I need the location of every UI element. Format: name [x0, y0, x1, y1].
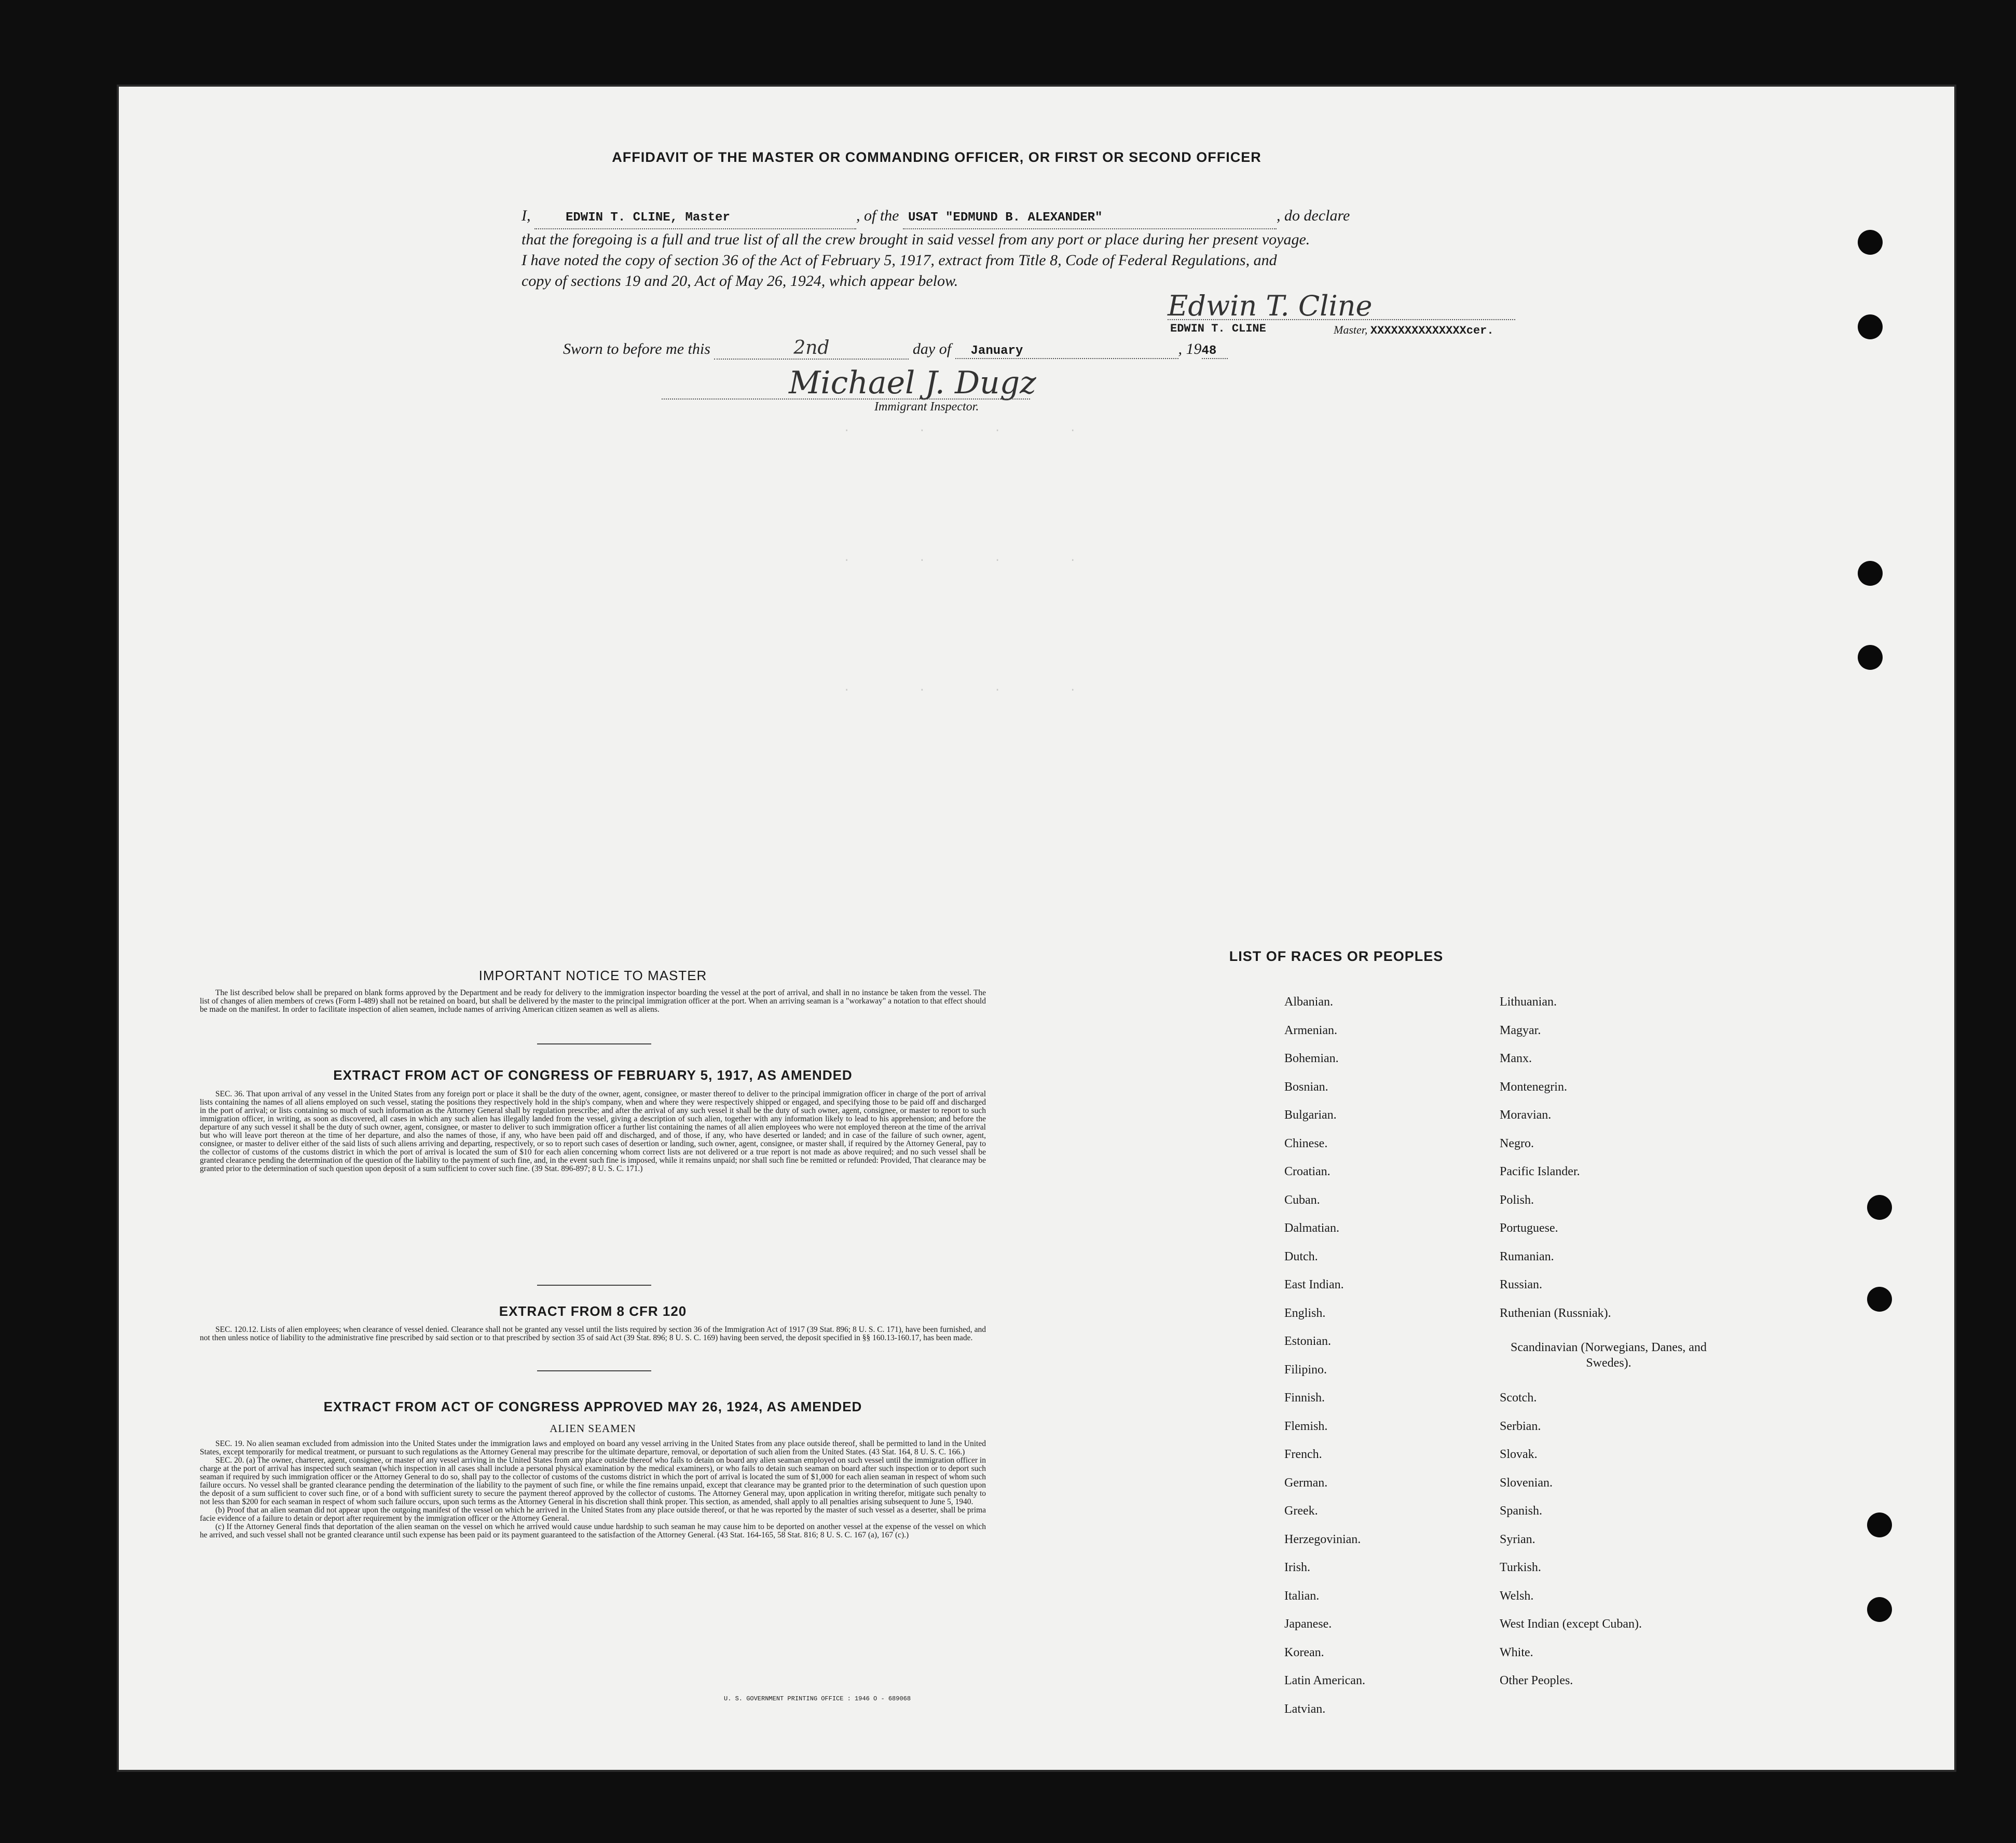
master-signature: Edwin T. Cline: [1168, 290, 1373, 322]
race-item: Slovak.: [1500, 1448, 1538, 1461]
race-item: Japanese.: [1284, 1617, 1332, 1631]
race-item: Greek.: [1284, 1504, 1318, 1518]
race-item: Negro.: [1500, 1136, 1534, 1150]
race-item: Italian.: [1284, 1589, 1320, 1603]
race-item: Turkish.: [1500, 1561, 1541, 1574]
declaration-line-2: that the foregoing is a full and true list of all the crew brought in said vessel from any port or place during her present voyage.: [522, 231, 1310, 248]
binder-hole: [1867, 1597, 1892, 1622]
declaration-line-3: I have noted the copy of section 36 of the Act of February 5, 1917, extract from Title 8, Code of Federal Regulations, and: [522, 252, 1277, 269]
race-item: French.: [1284, 1448, 1322, 1461]
affidavit-declaration: [522, 205, 1528, 292]
race-item: Lithuanian.: [1500, 995, 1557, 1009]
notice-paragraph: The list described below shall be prepared on blank forms approved by the Department and be ready for delivery to the immigration inspector boarding the vessel at the port of arrival, and shall in no instance be taken from the vessel. The list of changes of alien members of crews (Form I-489) shall not be retained on board, but shall be delivered by the master to the principal immigration officer at the port. When an arriving seaman is a "workaway" a notation to that effect should be made on the manifest. In order to facilitate inspection of alien seamen, include names of arriving American citizen seamen as well as aliens.: [200, 988, 986, 1014]
section-20c-text: (c) If the Attorney General finds that deportation of the alien seaman on the vessel on which he arrived would cause undue hardship to such seaman he may cause him to be deported on another vessel at the expense of the vessel on which he arrived, and such vessel shall not be granted clearance until such expense has been paid or its payment guaranteed to the satisfaction of the Attorney General. (43 Stat. 164-165, 58 Stat. 816; 8 U. S. C. 167 (a), 167 (c).): [200, 1522, 986, 1539]
divider: [537, 1043, 651, 1044]
race-item: Albanian.: [1284, 995, 1333, 1009]
binder-hole: [1867, 1512, 1892, 1537]
master-title-label: Master,: [1334, 323, 1368, 336]
race-item: Latvian.: [1284, 1702, 1326, 1716]
of-the-label: , of the: [856, 207, 899, 224]
race-item: Magyar.: [1500, 1023, 1541, 1037]
extract-1917-body: [200, 1090, 986, 1173]
inspector-title: Immigrant Inspector.: [874, 400, 979, 414]
race-item: Finnish.: [1284, 1391, 1325, 1405]
notice-body: [200, 989, 986, 1014]
extract-1917-title: EXTRACT FROM ACT OF CONGRESS OF FEBRUARY 5, 1917, AS AMENDED: [333, 1067, 853, 1083]
section-36-text: SEC. 36. That upon arrival of any vessel in the United States from any foreign port or place it shall be the duty of the owner, agent, consignee, or master thereof to deliver to the principal immigration officer in charge of the port of arrival lists containing the names of all aliens employed on such vessel, stating the positions they respectively hold in the ship's company, when and where they were respectively shipped or engaged, and specifying those to be paid off and discharged in the port of arrival; or lists containing so much of such information as the Attorney General shall by regulation prescribe; and after the arrival of any such vessel it shall be the duty of such owner, agent, consignee, or master to report to such immigration officer, in writing, as soon as discovered, all cases in which any such alien has illegally landed from the vessel, giving a description of such alien, together with any information likely to lead to his apprehension; and before the departure of any such vessel it shall be the duty of such owner, agent, consignee, or master to deliver to such immigration officer a further list containing the names of all alien employees who were not employed thereon at the time of the arrival but who will leave port thereon at the time of her departure, and also the names of those, if any, who have been paid off and discharged, and of those, if any, who have deserted or landed; and in case of the failure of such owner, agent, consignee, or master to deliver either of the said lists of such aliens arriving and departing, respectively, or so to report such cases of desertion or landing, such owner, agent, consignee, or master shall, if required by the Attorney General, pay to the collector of customs of the customs district in which the port of arrival is located the sum of $10 for each alien concerning whom correct lists are not delivered or a true report is not made as above required; and no such vessel shall be granted clearance pending the determination of the question of the liability to the payment of such fine, and, in the event such fine is imposed, while it remains unpaid; nor shall such fine be remitted or refunded: Provided, That clearance may be granted prior to the determination of such question upon deposit of a sum sufficient to cover such fine. (39 Stat. 896-897; 8 U. S. C. 171.): [200, 1090, 986, 1173]
master-title: [1334, 323, 1494, 337]
sworn-label: Sworn to before me this: [563, 340, 710, 357]
race-item: Russian.: [1500, 1278, 1543, 1291]
race-item: English.: [1284, 1306, 1326, 1320]
year-field: 48: [1202, 344, 1228, 359]
race-item: Cuban.: [1284, 1193, 1320, 1207]
race-item: Irish.: [1284, 1561, 1310, 1574]
race-item: Montenegrin.: [1500, 1080, 1567, 1094]
extract-cfr-title: EXTRACT FROM 8 CFR 120: [499, 1303, 687, 1319]
race-item: Syrian.: [1500, 1532, 1535, 1546]
extract-1924-title: EXTRACT FROM ACT OF CONGRESS APPROVED MAY 26, 1924, AS AMENDED: [323, 1399, 862, 1414]
inspector-signature-line: [662, 398, 1030, 400]
race-item: Herzegovinian.: [1284, 1532, 1361, 1546]
races-title: LIST OF RACES OR PEOPLES: [1229, 948, 1444, 964]
race-item: Other Peoples.: [1500, 1674, 1573, 1687]
year-prefix: , 19: [1178, 340, 1202, 357]
declaration-line-4: copy of sections 19 and 20, Act of May 26, 1924, which appear below.: [522, 272, 958, 290]
binder-hole: [1858, 645, 1883, 670]
races-right-column: [1500, 995, 1770, 1702]
race-item: Ruthenian (Russniak).: [1500, 1306, 1611, 1320]
race-item: Portuguese.: [1500, 1221, 1558, 1235]
section-19-text: SEC. 19. No alien seaman excluded from admission into the United States under the immigration laws and employed on board any vessel arriving in the United States from any place outside thereof, shall be permitted to land in the United States, except temporarily for medical treatment, or pursuant to such regulations as the Attorney General may prescribe for the ultimate departure, removal, or deportation of such alien from the United States. (43 Stat. 164, 8 U. S. C. 166.): [200, 1439, 986, 1456]
race-item: Korean.: [1284, 1645, 1324, 1659]
binder-hole: [1858, 314, 1883, 339]
race-item: East Indian.: [1284, 1278, 1344, 1291]
race-item: Serbian.: [1500, 1419, 1541, 1433]
sworn-line: [563, 337, 1228, 360]
races-left-column: [1284, 995, 1492, 1730]
race-item: Welsh.: [1500, 1589, 1534, 1603]
notice-title: IMPORTANT NOTICE TO MASTER: [478, 968, 707, 983]
divider: [537, 1370, 651, 1371]
vessel-name-field: USAT "EDMUND B. ALEXANDER": [903, 208, 1277, 229]
declaration-line-1: [522, 205, 1528, 229]
race-item: Dutch.: [1284, 1249, 1318, 1263]
race-item: Dalmatian.: [1284, 1221, 1339, 1235]
section-120-12-text: SEC. 120.12. Lists of alien employees; when clearance of vessel denied. Clearance shall not be granted any vessel until the lists required by section 36 of the Immigration Act of 1917 (39 Stat. 896; 8 U. S. C. 171), have been furnished, and not then unless notice of liability to the administrative fine prescribed by said section or to that prescribed by section 35 of said Act (39 Stat. 896; 8 U. S. C. 169) having been served, the deposit specified in §§ 160.13-160.17, has been made.: [200, 1325, 986, 1342]
race-item: Estonian.: [1284, 1335, 1331, 1348]
binder-hole: [1858, 561, 1883, 586]
section-20b-text: (b) Proof that an alien seaman did not appear upon the outgoing manifest of the vessel on which he arrived in the United States from any place outside thereof, or that he was reported by the master of such vessel as a deserter, shall be prima facie evidence of a failure to detain or deport after requirement by the immigration officer or the Attorney General.: [200, 1506, 986, 1523]
do-declare-label: , do declare: [1277, 207, 1350, 224]
master-signature-line: [1168, 319, 1515, 320]
race-item: Scandinavian (Norwegians, Danes, and Swedes).: [1511, 1341, 1707, 1370]
alien-seamen-subtitle: ALIEN SEAMEN: [550, 1422, 636, 1435]
sworn-day-field: 2nd: [714, 337, 909, 360]
day-of-label: day of: [912, 340, 952, 357]
race-item: Manx.: [1500, 1052, 1532, 1065]
race-item: Slovenian.: [1500, 1476, 1553, 1490]
race-item: Polish.: [1500, 1193, 1534, 1207]
prefix-i: I,: [522, 207, 531, 224]
affidavit-title: AFFIDAVIT OF THE MASTER OR COMMANDING OFFICER, OR FIRST OR SECOND OFFICER: [612, 149, 1261, 165]
section-20a-text: SEC. 20. (a) The owner, charterer, agent, consignee, or master of any vessel arriving in the United States from any place outside thereof who fails to detain on board any alien seaman employed on such vessel until the immigration officer in charge at the port of arrival has inspected such seaman (which inspection in all cases shall include a personal physical examination by the medical examiners), or who fails to detain such seaman on board after such inspection or to deport such seaman if required by such immigration officer or the Attorney General to do so, shall pay to the collector of customs of the customs district in which the port of arrival is located the sum of $1,000 for each alien seaman in respect of whom such failure occurs. No vessel shall be granted clearance pending the determination of the liability to the payment of such fine, or while the fine remains unpaid, except that clearance may be granted prior to the determination of such question upon the deposit of a sum sufficient to cover such fine, or of a bond with sufficient surety to secure the payment thereof approved by the collector of customs. The Attorney General may, upon application in writing therefor, mitigate such penalty to not less than $200 for each seaman in respect of whom such failure occurs, upon such terms as the Attorney General in his discretion shall think proper. This section, as amended, shall apply to all penalties arising subsequent to June 5, 1940.: [200, 1456, 986, 1506]
race-item: Moravian.: [1500, 1108, 1552, 1122]
race-item: Armenian.: [1284, 1023, 1337, 1037]
race-item: Chinese.: [1284, 1136, 1328, 1150]
divider: [537, 1285, 651, 1286]
race-item: Bulgarian.: [1284, 1108, 1337, 1122]
race-item: Scotch.: [1500, 1391, 1537, 1405]
master-name-field: EDWIN T. CLINE, Master: [534, 208, 856, 229]
extract-1924-body: [200, 1440, 986, 1539]
printer-imprint: U. S. GOVERNMENT PRINTING OFFICE : 1946 O - 689068: [724, 1695, 911, 1702]
race-item: German.: [1284, 1476, 1328, 1490]
race-item: Filipino.: [1284, 1363, 1327, 1377]
race-item: Flemish.: [1284, 1419, 1328, 1433]
race-item: Spanish.: [1500, 1504, 1543, 1518]
binder-hole: [1867, 1287, 1892, 1312]
extract-cfr-body: [200, 1326, 986, 1342]
binder-hole: [1867, 1195, 1892, 1220]
binder-hole: [1858, 230, 1883, 255]
inspector-signature: Michael J. Dugz: [789, 365, 1036, 401]
race-item: Bohemian.: [1284, 1052, 1339, 1065]
race-item: White.: [1500, 1645, 1533, 1659]
document-page: . . . . . . . . . . . . AFFIDAVIT OF THE MASTER OR COMMANDING OFFICER, OR FIRST OR SECOND OFFICER I, EDWIN T. CLINE, Master , of the USAT "EDMUND B. ALEXANDER" , do declare that the foregoing is a full and true list of all the crew brought in said vessel from any port or place during her present voyage. I have noted the copy of section 36 of the Act of February 5, 1917, extract from Title 8, Code of Federal Regulations, and copy of sections 19 and 20, Act of May 26, 1924, which appear below. Edwin T. Cline EDWIN T. CLINE Master, XXXXXXXXXXXXXXcer. Sworn to before me this 2nd day of January , 1948 Michael J. Dugz Immigrant Inspector. IMPORTANT NOTICE TO MASTER The list described below shall be prepared on blank forms approved by the Department and be ready for delivery to the immigration inspector boarding the vessel at the port of arrival, and shall in no instance be taken from the vessel. The list of changes of alien members of crews (Form I-489) shall not be retained on board, but shall be delivered by the master to the principal immigration officer at the port. When an arriving seaman is a "workaway" a notation to that effect should be made on the manifest. In order to facilitate inspection of alien seamen, include names of arriving American citizen seamen as well as aliens. EXTRACT FROM ACT OF CONGRESS OF FEBRUARY 5, 1917, AS AMENDED SEC. 36. That upon arrival of any vessel in the United States from any foreign port or place it shall be the duty of the owner, agent, consignee, or master thereof to deliver to the principal immigration officer in charge of the port of arrival lists containing the names of all aliens employed on such vessel, stating the positions they respectively hold in the ship's company, when and where they were respectively shipped or engaged, and specifying those to be paid off and discharged in the port of arrival; or lists containing so much of such information as the Attorney General shall by regulation prescribe; and after the arrival of any such vessel it shall be the duty of such owner, agent, consignee, or master to report to such immigration officer, in writing, as soon as discovered, all cases in which any such alien has illegally landed from the vessel, giving a description of such alien, together with any information likely to lead to his apprehension; and before the departure of any such vessel it shall be the duty of such owner, agent, consignee, or master to deliver to such immigration officer a further list containing the names of all alien employees who were not employed thereon at the time of the arrival but who will leave port thereon at the time of her departure, and also the names of those, if any, who have been paid off and discharged, and of those, if any, who have deserted or landed; and in case of the failure of such owner, agent, consignee, or master to deliver either of the said lists of such aliens arriving and departing, respectively, or so to report such cases of desertion or landing, such owner, agent, consignee, or master shall, if required by the Attorney General, pay to the collector of customs of the customs district in which the port of arrival is located the sum of $10 for each alien concerning whom correct lists are not delivered or a true report is not made as above required; and no such vessel shall be granted clearance pending the determination of the question of the liability to the payment of such fine, and, in the event such fine is imposed, while it remains unpaid; nor shall such fine be remitted or refunded: Provided, That clearance may be granted prior to the determination of such question upon deposit of a sum sufficient to cover such fine. (39 Stat. 896-897; 8 U. S. C. 171.) EXTRACT FROM 8 CFR 120 SEC. 120.12. Lists of alien employees; when clearance of vessel denied. Clearance shall not be granted any vessel until the lists required by section 36 of the Immigration Act of 1917 (39 Stat. 896; 8 U. S. C. 171), have been furnished, and not then unless notice of liability to the administrative fine prescribed by said section or to that prescribed by section 35 of said Act (39 Stat. 896; 8 U. S. C. 169) having been served, the deposit specified in §§ 160.13-160.17, has been made. EXTRACT FROM ACT OF CONGRESS APPROVED MAY 26, 1924, AS AMENDED ALIEN SEAMEN SEC. 19. No alien seaman excluded from admission into the United States under the immigration laws and employed on board any vessel arriving in the United States from any place outside thereof, shall be permitted to land in the United States, except temporarily for medical treatment, or pursuant to such regulations as the Attorney General may prescribe for the ultimate departure, removal, or deportation of such alien from the United States. (43 Stat. 164, 8 U. S. C. 166.) SEC. 20. (a) The owner, charterer, agent, consignee, or master of any vessel arriving in the United States from any place outside thereof who fails to detain on board any alien seaman employed on such vessel until the immigration officer in charge at the port of arrival has inspected such seaman (which inspection in all cases shall include a personal physical examination by the medical examiners), or who fails to detain such seaman on board after such inspection or to deport such seaman if required by such immigration officer or the Attorney General to do so, shall pay to the collector of customs of the customs district in which the port of arrival is located the sum of $1,000 for each alien seaman in respect of whom such failure occurs. No vessel shall be granted clearance pending the determination of the liability to the payment of such fine, or while the fine remains unpaid, except that clearance may be granted prior to the determination of such question upon the deposit of a sum sufficient to cover such fine, or of a bond with sufficient surety to secure the payment thereof approved by the collector of customs. The Attorney General may, upon application in writing therefor, mitigate such penalty to not less than $200 for each seaman in respect of whom such failure occurs, upon such terms as the Attorney General in his discretion shall think proper. This section, as amended, shall apply to all penalties arising subsequent to June 5, 1940. (b) Proof that an alien seaman did not appear upon the outgoing manifest of the vessel on which he arrived in the United States from any place outside thereof, or that he was reported by the master of such vessel as a deserter, shall be prima facie evidence of a failure to detain or deport after requirement by the immigration officer or the Attorney General. (c) If the Attorney General finds that deportation of the alien seaman on the vessel on which he arrived would cause undue hardship to such seaman he may cause him to be deported on another vessel at the expense of the vessel on which he arrived, and such vessel shall not be granted clearance until such expense has been paid or its payment guaranteed to the satisfaction of the Attorney General. (43 Stat. 164-165, 58 Stat. 816; 8 U. S. C. 167 (a), 167 (c).) U. S. GOVERNMENT PRINTING OFFICE : 1946 O - 689068 LIST OF RACES OR PEOPLES Albanian. Armenian. Bohemian. Bosnian. Bulgarian. Chinese. Croatian. Cuban. Dalmatian. Dutch. East Indian. English. Estonian. Filipino. Finnish. Flemish. French. German. Greek. Herzegovinian. Irish. Italian. Japanese. Korean. Latin American. Latvian. Lithuanian. Magyar. Manx. Montenegrin. Moravian. Negro. Pacific Islander. Polish. Portuguese. Rumanian. Russian. Ruthenian (Russniak). Scandinavian (Norwegians, Danes, and Swedes). Scotch. Serbian. Slovak. Slovenian. Spanish. Syrian. Turkish. Welsh. West Indian (except Cuban). White. Other Peoples.: [117, 85, 1956, 1772]
race-item: West Indian (except Cuban).: [1500, 1617, 1642, 1631]
race-item: Pacific Islander.: [1500, 1165, 1580, 1178]
race-item: Rumanian.: [1500, 1249, 1554, 1263]
race-item: Croatian.: [1284, 1165, 1331, 1178]
typed-master-name: EDWIN T. CLINE: [1170, 322, 1266, 335]
race-item: Latin American.: [1284, 1674, 1365, 1687]
race-item: Bosnian.: [1284, 1080, 1328, 1094]
master-title-struck: XXXXXXXXXXXXXXcer.: [1370, 324, 1494, 337]
sworn-month-field: January: [955, 344, 1178, 359]
